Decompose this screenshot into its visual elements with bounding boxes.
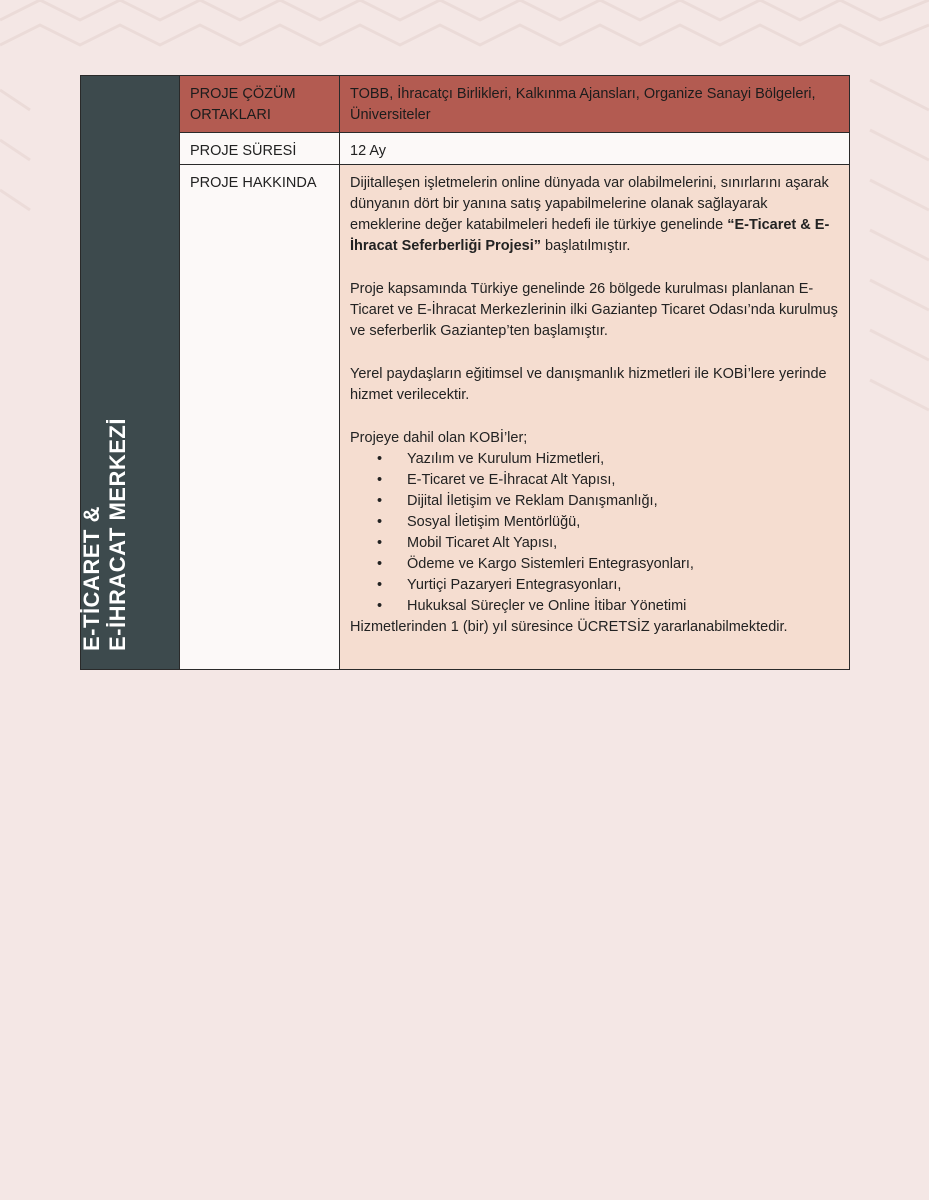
partners-label: PROJE ÇÖZÜM ORTAKLARI [180,76,340,133]
list-item: • Sosyal İletişim Mentörlüğü, [350,512,839,533]
bullet-icon: • [377,493,383,509]
list-item: • Yazılım ve Kurulum Hizmetleri, [350,449,839,470]
side-title-line2: E-İHRACAT MERKEZİ [105,418,130,651]
list-item: • Yurtiçi Pazaryeri Entegrasyonları, [350,575,839,596]
bullet-icon: • [377,514,383,530]
about-label: PROJE HAKKINDA [180,165,340,669]
duration-value: 12 Ay [340,133,849,165]
bullet-icon: • [377,472,383,488]
side-title-bar [81,76,180,669]
about-paragraph-2: Proje kapsamında Türkiye genelinde 26 bölgede kurulması planlanan E-Ticaret ve E-İhracat Merkezlerinin ilki Gaziantep Ticaret Odası’nda kurulmuş ve seferberlik Gaziantep’ten başlamıştır. [350,281,838,339]
bullet-icon: • [377,451,383,467]
about-paragraph-1: Dijitalleşen işletmelerin online dünyada var olabilmelerini, sınırlarını aşarak dünyanın dört bir yanına satış yapabilmelerine olanak sağlayarak emeklerine değer katabilmeleri hedefi ile türkiye genelinde “E-Ticaret & E-İhracat Seferberliği Projesi” başlatılmıştır. [350,175,830,254]
bullet-icon: • [377,556,383,572]
duration-label: PROJE SÜRESİ [180,133,340,165]
partners-value: TOBB, İhracatçı Birlikleri, Kalkınma Ajansları, Organize Sanayi Bölgeleri, Üniversiteler [340,76,849,133]
list-item: • Mobil Ticaret Alt Yapısı, [350,533,839,554]
list-item: • E-Ticaret ve E-İhracat Alt Yapısı, [350,470,839,491]
services-list [350,449,839,617]
services-intro: Projeye dahil olan KOBİ’ler; [350,430,528,446]
info-table [80,75,850,670]
about-paragraph-3: Yerel paydaşların eğitimsel ve danışmanlık hizmetleri ile KOBİ’lere yerinde hizmet verilecektir. [350,366,827,403]
bullet-icon: • [377,535,383,551]
list-item: • Dijital İletişim ve Reklam Danışmanlığı, [350,491,839,512]
bullet-icon: • [377,598,383,614]
side-title-line1: E-TİCARET & [79,506,104,651]
list-item: • Ödeme ve Kargo Sistemleri Entegrasyonları, [350,554,839,575]
bullet-icon: • [377,577,383,593]
about-content [340,165,849,669]
side-title [79,418,131,651]
list-item: • Hukuksal Süreçler ve Online İtibar Yönetimi [350,596,839,617]
info-grid [180,76,849,669]
services-closing: Hizmetlerinden 1 (bir) yıl süresince ÜCRETSİZ yararlanabilmektedir. [350,619,788,635]
